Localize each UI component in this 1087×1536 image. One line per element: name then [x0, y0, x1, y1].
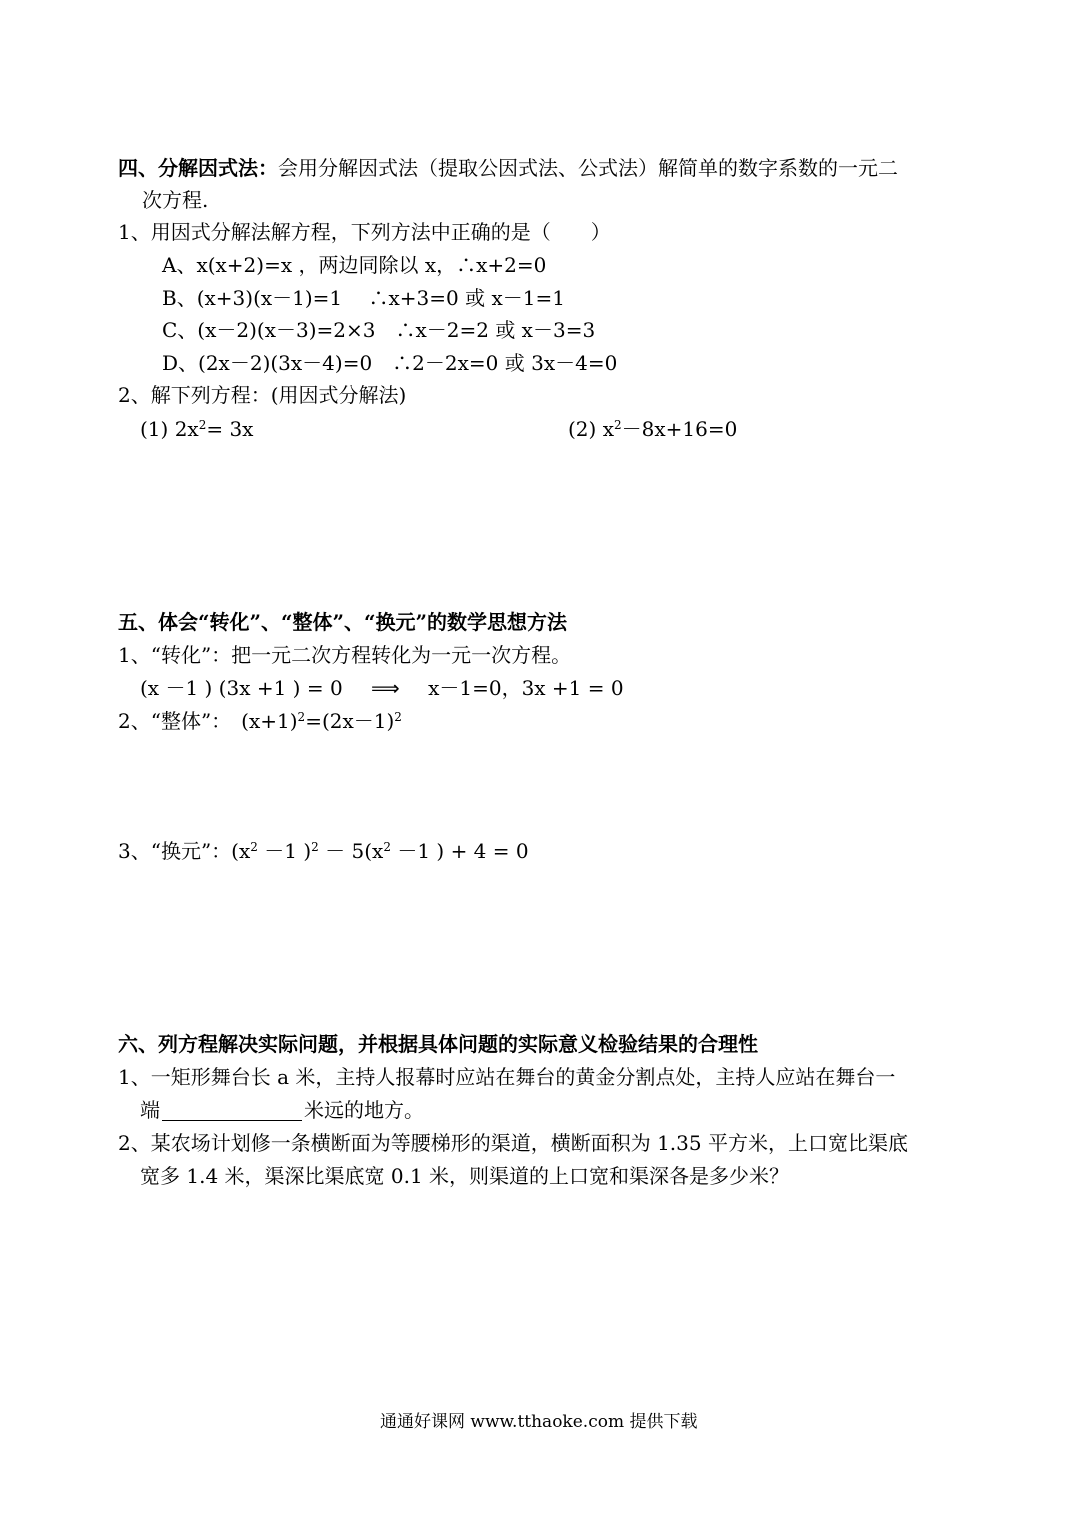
s4-q1-stem: 1、用因式分解法解方程，下列方法中正确的是（ ）: [118, 220, 611, 244]
s5-item3-c: － 5(x: [318, 839, 384, 863]
s5-item3-exp1: 2: [250, 840, 258, 854]
s4-q2-part1-a: (1) 2x: [140, 417, 199, 441]
s6-q1-line2-b: 米远的地方。: [304, 1098, 424, 1122]
answer-blank[interactable]: [162, 1100, 302, 1121]
s6-q1-line2: [140, 1098, 424, 1122]
implies-arrow-icon: ⟹: [371, 676, 400, 700]
s4-q2-part2: [568, 417, 737, 441]
footer-text: 通通好课网 www.tthaoke.com 提供下载: [380, 1412, 698, 1432]
s4-q2-stem: 2、解下列方程：(用因式分解法): [118, 383, 407, 407]
s5-item3-d: －1 ) + 4 = 0: [390, 839, 529, 863]
s5-item3-exp3: 2: [383, 840, 391, 854]
s4-q2-part1-exp: 2: [198, 418, 207, 432]
section6-heading: 六、列方程解决实际问题，并根据具体问题的实际意义检验结果的合理性: [118, 1032, 758, 1056]
s5-item2-b: =(2x－1): [305, 709, 395, 733]
s4-q2-part2-b: －8x+16=0: [621, 417, 738, 441]
s5-item1-eq-left: (x －1 ) (3x +1 ) = 0: [140, 676, 343, 700]
s4-q2-part2-exp: 2: [613, 418, 622, 432]
s4-q2-part1: [140, 417, 253, 441]
s5-item3: [118, 839, 529, 863]
s5-item1: 1、“转化”：把一元二次方程转化为一元一次方程。: [118, 643, 572, 667]
s6-q1-line2-a: 端: [140, 1098, 160, 1122]
s5-item3-a: 3、“换元”：(x: [118, 839, 251, 863]
s5-item3-exp2: 2: [311, 840, 319, 854]
s6-q1-line1: 1、一矩形舞台长 a 米，主持人报幕时应站在舞台的黄金分割点处，主持人应站在舞台一: [118, 1065, 896, 1089]
s4-q1-option-b: B、(x+3)(x－1)=1 ∴x+3=0 或 x－1=1: [162, 286, 565, 310]
s5-item1-equation: [140, 676, 624, 700]
s5-item2-a: 2、“整体”： (x+1): [118, 709, 298, 733]
s6-q2-line1: 2、某农场计划修一条横断面为等腰梯形的渠道，横断面积为 1.35 平方米，上口宽比渠底: [118, 1131, 908, 1155]
s5-item2-exp1: 2: [297, 710, 306, 724]
section4-heading-line: [118, 156, 898, 180]
section4-intro: 会用分解因式法（提取公因式法、公式法）解简单的数字系数的一元二: [278, 156, 898, 180]
s4-q2-part1-b: = 3x: [206, 417, 254, 441]
s5-item3-b: －1 ): [257, 839, 312, 863]
s5-item2-exp2: 2: [394, 710, 402, 724]
s5-item2: [118, 709, 402, 733]
section4-intro-cont: 次方程.: [142, 188, 209, 212]
s4-q1-option-a: A、x(x+2)=x ，两边同除以 x，∴x+2=0: [162, 253, 547, 277]
s4-q1-option-d: D、(2x－2)(3x－4)=0 ∴2－2x=0 或 3x－4=0: [162, 351, 618, 375]
s4-q1-option-c: C、(x－2)(x－3)=2×3 ∴x－2=2 或 x－3=3: [162, 318, 596, 342]
section4-heading: 四、分解因式法：: [118, 156, 278, 180]
s5-item1-eq-right: x－1=0，3x +1 = 0: [428, 676, 624, 700]
section5-heading: 五、体会“转化”、“整体”、“换元”的数学思想方法: [118, 610, 568, 634]
s4-q2-part2-a: (2) x: [568, 417, 614, 441]
s6-q2-line2: 宽多 1.4 米，渠深比渠底宽 0.1 米，则渠道的上口宽和渠深各是多少米？: [140, 1164, 790, 1188]
